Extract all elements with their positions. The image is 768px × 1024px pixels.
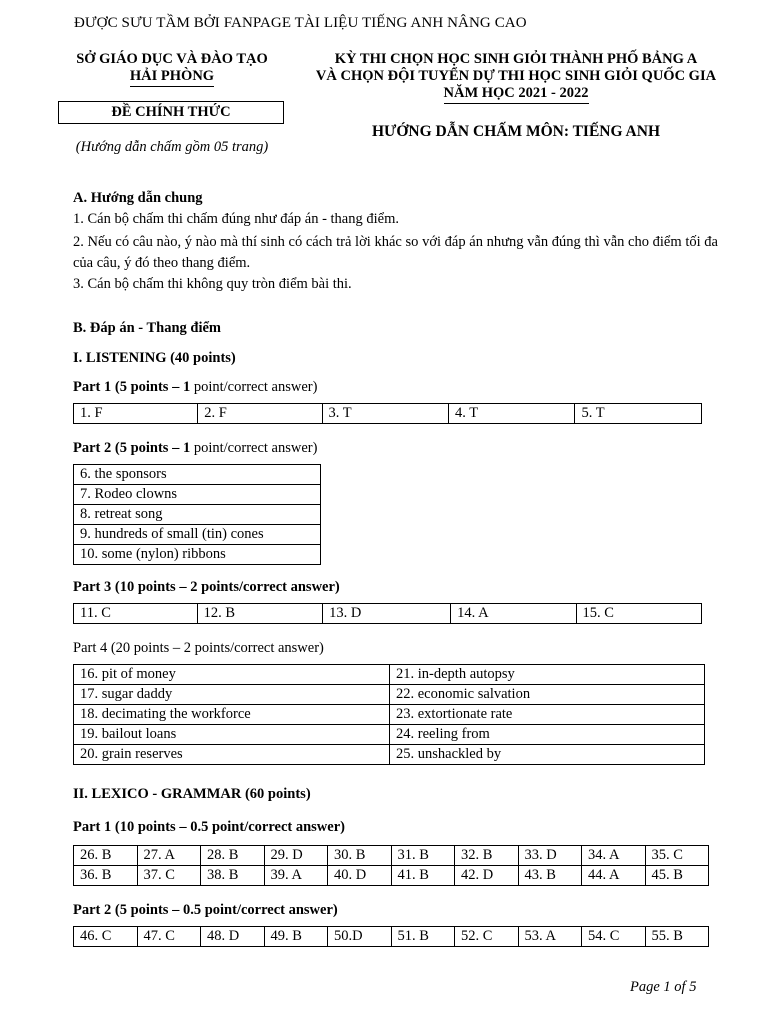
answer-cell: 45. B — [645, 866, 709, 886]
answer-cell: 29. D — [264, 846, 328, 866]
answer-cell: 5. T — [575, 404, 702, 424]
answer-cell: 55. B — [645, 927, 709, 947]
answer-cell: 25. unshackled by — [390, 745, 705, 765]
answer-cell: 51. B — [391, 927, 455, 947]
answer-cell: 13. D — [323, 604, 451, 624]
listening-part2-table — [73, 464, 321, 565]
section-a-item2: 2. Nếu có câu nào, ý nào mà thí sinh có cách trả lời khác so với đáp án nhưng vẫn đúng thì vẫn cho điểm tối đa của câu, ý đó theo thang điểm. — [73, 234, 718, 271]
answer-cell: 19. bailout loans — [74, 725, 390, 745]
listening-title: I. LISTENING (40 points) — [73, 350, 236, 366]
lexico-part1-table — [73, 845, 709, 886]
answer-cell: 16. pit of money — [74, 665, 390, 685]
section-a-item3: 3. Cán bộ chấm thi không quy tròn điểm bài thi. — [73, 276, 352, 292]
answer-cell: 36. B — [74, 866, 138, 886]
listening-part3-table — [73, 603, 702, 624]
answer-cell: 43. B — [518, 866, 582, 886]
page-number: Page 1 of 5 — [630, 979, 697, 995]
section-a-title: A. Hướng dẫn chung — [73, 190, 203, 206]
exam-header — [296, 51, 736, 104]
listening-part1-title: Part 1 (5 points – 1 point/correct answer) — [73, 379, 318, 395]
answer-cell: 26. B — [74, 846, 138, 866]
answer-cell: 30. B — [328, 846, 392, 866]
answer-cell: 32. B — [455, 846, 519, 866]
answer-cell: 44. A — [582, 866, 646, 886]
answer-cell: 40. D — [328, 866, 392, 886]
listening-part2-title: Part 2 (5 points – 1 point/correct answer) — [73, 440, 318, 456]
answer-cell: 14. A — [451, 604, 576, 624]
answer-cell: 34. A — [582, 846, 646, 866]
answer-cell: 3. T — [322, 404, 448, 424]
answer-cell: 49. B — [264, 927, 328, 947]
exam-title-line2: VÀ CHỌN ĐỘI TUYỂN DỰ THI HỌC SINH GIỎI QUỐC GIA — [315, 68, 717, 84]
answer-cell: 10. some (nylon) ribbons — [74, 545, 321, 565]
school-year: NĂM HỌC 2021 - 2022 — [444, 85, 589, 104]
answer-cell: 6. the sponsors — [74, 465, 321, 485]
lexico-part1-title: Part 1 (10 points – 0.5 point/correct answer) — [73, 819, 345, 835]
answer-cell: 27. A — [137, 846, 201, 866]
answer-cell: 18. decimating the workforce — [74, 705, 390, 725]
answer-cell: 12. B — [197, 604, 322, 624]
answer-cell: 1. F — [74, 404, 198, 424]
listening-part4-table — [73, 664, 705, 765]
answer-cell: 54. C — [582, 927, 646, 947]
subject-title: HƯỚNG DẪN CHẤM MÔN: TIẾNG ANH — [371, 123, 661, 140]
department-name: SỞ GIÁO DỤC VÀ ĐÀO TẠO — [76, 51, 268, 67]
answer-cell: 35. C — [645, 846, 709, 866]
section-a-item1: 1. Cán bộ chấm thi chấm đúng như đáp án - thang điểm. — [73, 211, 399, 227]
listening-part1-table — [73, 403, 702, 424]
exam-title-line1: KỲ THI CHỌN HỌC SINH GIỎI THÀNH PHỐ BẢNG A — [334, 51, 698, 67]
answer-cell: 39. A — [264, 866, 328, 886]
answer-cell: 31. B — [391, 846, 455, 866]
answer-cell: 53. A — [518, 927, 582, 947]
pages-note: (Hướng dẫn chấm gồm 05 trang) — [75, 139, 269, 155]
answer-cell: 28. B — [201, 846, 265, 866]
answer-cell: 15. C — [576, 604, 701, 624]
answer-cell: 23. extortionate rate — [390, 705, 705, 725]
source-banner: ĐƯỢC SƯU TẦM BỞI FANPAGE TÀI LIỆU TIẾNG ANH NÂNG CAO — [74, 15, 527, 31]
department-city: HẢI PHÒNG — [130, 68, 214, 87]
answer-cell: 41. B — [391, 866, 455, 886]
answer-cell: 4. T — [448, 404, 574, 424]
lexico-title: II. LEXICO - GRAMMAR (60 points) — [73, 786, 311, 802]
answer-cell: 7. Rodeo clowns — [74, 485, 321, 505]
answer-cell: 46. C — [74, 927, 138, 947]
lexico-part2-table — [73, 926, 709, 947]
answer-cell: 33. D — [518, 846, 582, 866]
answer-cell: 20. grain reserves — [74, 745, 390, 765]
listening-part3-title: Part 3 (10 points – 2 points/correct answer) — [73, 579, 340, 595]
answer-cell: 2. F — [198, 404, 322, 424]
official-exam-box: ĐỀ CHÍNH THỨC — [58, 101, 284, 124]
section-b-title: B. Đáp án - Thang điểm — [73, 320, 221, 336]
answer-cell: 22. economic salvation — [390, 685, 705, 705]
answer-cell: 24. reeling from — [390, 725, 705, 745]
answer-cell: 21. in-depth autopsy — [390, 665, 705, 685]
answer-cell: 38. B — [201, 866, 265, 886]
answer-cell: 42. D — [455, 866, 519, 886]
lexico-part2-title: Part 2 (5 points – 0.5 point/correct answer) — [73, 902, 338, 918]
answer-cell: 50.D — [328, 927, 392, 947]
answer-cell: 9. hundreds of small (tin) cones — [74, 525, 321, 545]
answer-cell: 47. C — [137, 927, 201, 947]
answer-cell: 52. C — [455, 927, 519, 947]
answer-cell: 48. D — [201, 927, 265, 947]
answer-cell: 11. C — [74, 604, 198, 624]
listening-part4-title: Part 4 (20 points – 2 points/correct answer) — [73, 640, 324, 656]
answer-cell: 37. C — [137, 866, 201, 886]
department-header — [58, 51, 286, 87]
answer-cell: 17. sugar daddy — [74, 685, 390, 705]
answer-cell: 8. retreat song — [74, 505, 321, 525]
